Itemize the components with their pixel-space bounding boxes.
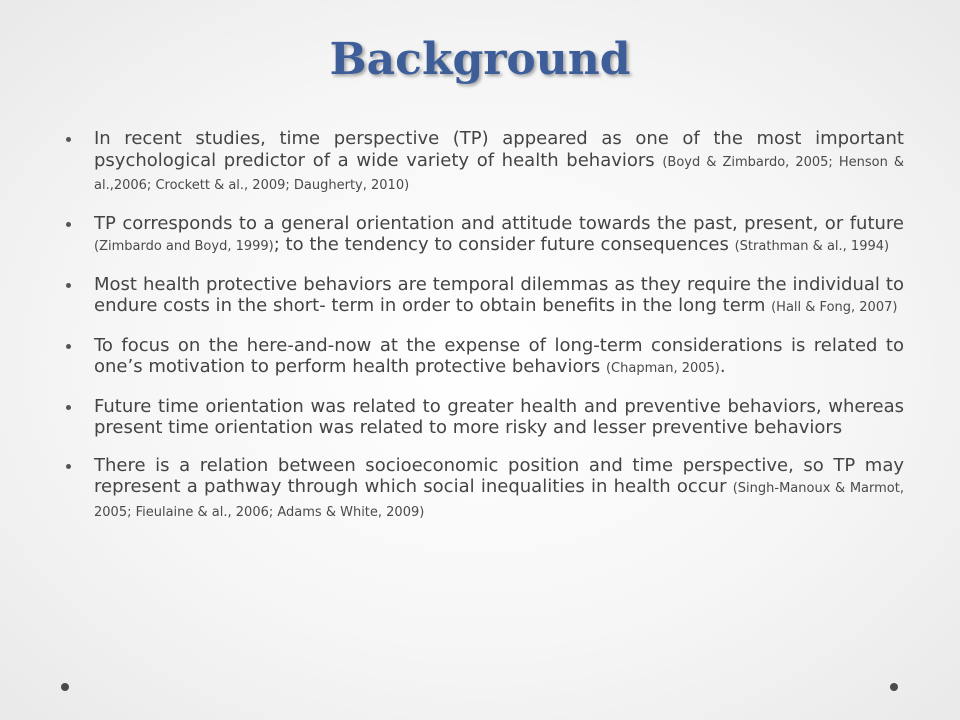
bullet-list: [66, 128, 904, 523]
corner-dot-right-icon: [890, 683, 898, 691]
bullet-item: [66, 274, 904, 319]
bullet-citation: (Singh-Manoux & Marmot, 2005; Fieulaine & al., 2006; Adams & White, 2009): [94, 481, 904, 520]
bullet-text: To focus on the here-and-now at the expense of long-term considerations is related to one’s motivation to perform health protective behaviors: [94, 334, 904, 377]
bullet-citation: (Chapman, 2005): [605, 361, 720, 376]
bullet-citation: (Zimbardo and Boyd, 1999): [94, 239, 274, 254]
bullet-dot-icon: [66, 283, 71, 288]
bullet-item: [66, 396, 904, 439]
bullet-text-continued: ; to the tendency to consider future consequences: [273, 234, 735, 255]
bullet-dot-icon: [66, 464, 71, 469]
bullet-citation: (Hall & Fong, 2007): [771, 300, 898, 315]
bullet-dot-icon: [66, 344, 71, 349]
bullet-text: Most health protective behaviors are temporal dilemmas as they require the individual to endure costs in the short- term in order to obtain benefits in the long term: [94, 273, 904, 316]
bullet-text: Future time orientation was related to greater health and preventive behaviors, whereas present time orientation was related to more risky and lesser preventive behaviors: [94, 395, 904, 438]
bullet-citation: (Strathman & al., 1994): [734, 239, 890, 254]
bullet-citation: (Boyd & Zimbardo, 2005; Henson & al.,2006; Crockett & al., 2009; Daugherty, 2010): [94, 154, 905, 193]
slide-title: Background: [329, 34, 631, 85]
corner-dot-left-icon: [61, 683, 69, 691]
bullet-text-continued: .: [719, 356, 726, 377]
bullet-item: [66, 335, 904, 380]
bullet-text: In recent studies, time perspective (TP) appeared as one of the most important psychological predictor of a wide variety of health behaviors: [94, 128, 904, 171]
bullet-dot-icon: [66, 137, 71, 142]
bullet-dot-icon: [66, 405, 71, 410]
bullet-item: [66, 128, 904, 197]
bullet-text: TP corresponds to a general orientation and attitude towards the past, present, or future: [94, 212, 904, 234]
bullet-dot-icon: [66, 222, 71, 227]
bullet-item: [66, 455, 904, 524]
bullet-text: There is a relation between socioeconomic position and time perspective, so TP may represent a pathway through which social inequalities in health occur: [94, 454, 904, 497]
bullet-item: [66, 213, 904, 258]
